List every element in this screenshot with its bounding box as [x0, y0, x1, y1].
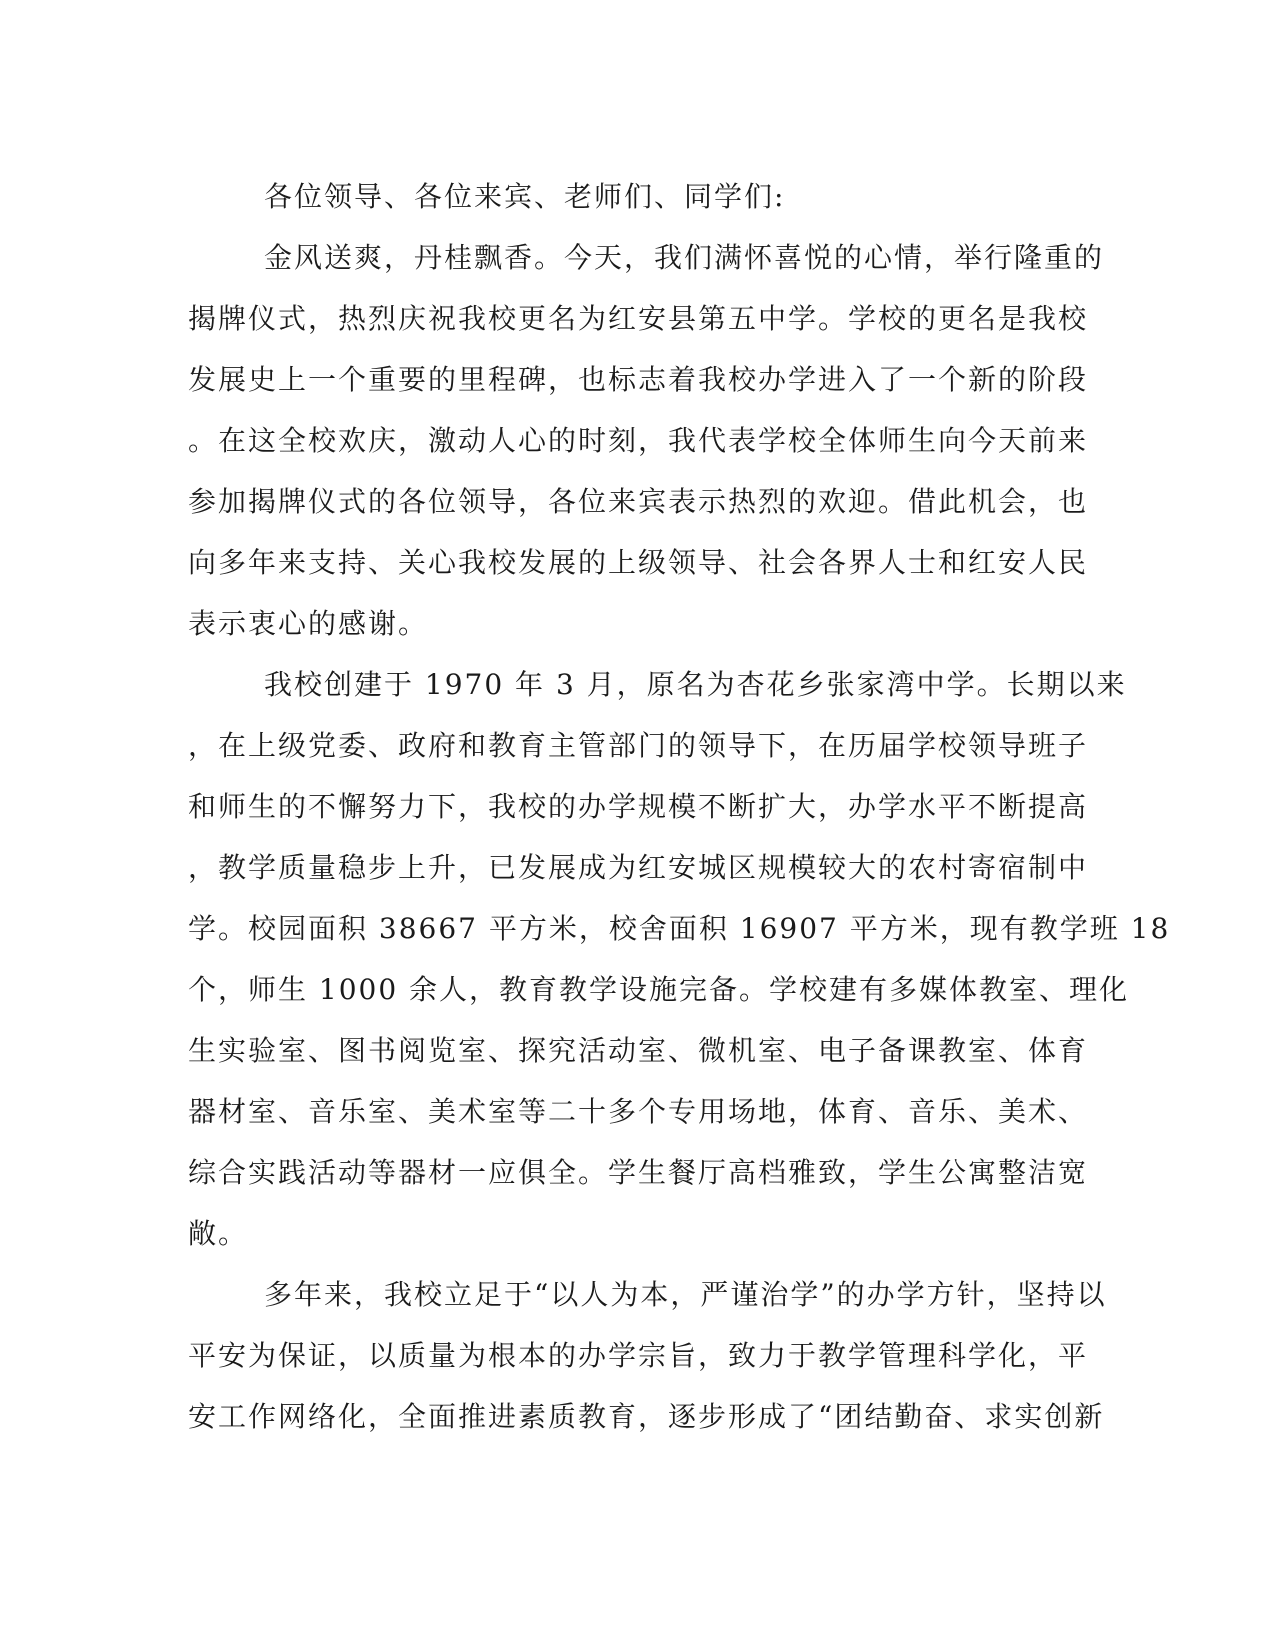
text-line: 安工作网络化，全面推进素质教育，逐步形成了“团结勤奋、求实创新 [188, 1400, 1105, 1433]
text-line: 参加揭牌仪式的各位领导，各位来宾表示热烈的欢迎。借此机会，也 [188, 485, 1089, 518]
text-line: 向多年来支持、关心我校发展的上级领导、社会各界人士和红安人民 [188, 546, 1089, 579]
text-line: 器材室、音乐室、美术室等二十多个专用场地，体育、音乐、美术、 [188, 1095, 1089, 1128]
text-line: 综合实践活动等器材一应俱全。学生餐厅高档雅致，学生公寓整洁宽 [188, 1156, 1089, 1189]
text-line: 发展史上一个重要的里程碑，也标志着我校办学进入了一个新的阶段 [188, 363, 1089, 396]
text-line: 敞。 [188, 1217, 249, 1250]
text-line: ，教学质量稳步上升，已发展成为红安城区规模较大的农村寄宿制中 [188, 851, 1089, 884]
text-line: 金风送爽，丹桂飘香。今天，我们满怀喜悦的心情，举行隆重的 [264, 241, 1105, 274]
text-line: 个，师生 1000 余人，教育教学设施完备。学校建有多媒体教室、理化 [188, 973, 1130, 1006]
speech-text [188, 166, 1171, 1447]
text-line: 表示衷心的感谢。 [188, 607, 429, 640]
text-line: ，在上级党委、政府和教育主管部门的领导下，在历届学校领导班子 [188, 729, 1089, 762]
text-line: 和师生的不懈努力下，我校的办学规模不断扩大，办学水平不断提高 [188, 790, 1089, 823]
text-line: 多年来，我校立足于“以人为本，严谨治学”的办学方针，坚持以 [264, 1278, 1107, 1311]
text-line: 平安为保证，以质量为根本的办学宗旨，致力于教学管理科学化，平 [188, 1339, 1089, 1372]
text-line: 我校创建于 1970 年 3 月，原名为杏花乡张家湾中学。长期以来 [264, 668, 1127, 701]
text-line: 学。校园面积 38667 平方米，校舍面积 16907 平方米，现有教学班 18 [188, 912, 1171, 945]
text-line: 。在这全校欢庆，激动人心的时刻，我代表学校全体师生向今天前来 [188, 424, 1089, 457]
text-line: 生实验室、图书阅览室、探究活动室、微机室、电子备课教室、体育 [188, 1034, 1089, 1067]
text-line: 各位领导、各位来宾、老师们、同学们: [264, 180, 786, 213]
text-line: 揭牌仪式，热烈庆祝我校更名为红安县第五中学。学校的更名是我校 [188, 302, 1089, 335]
